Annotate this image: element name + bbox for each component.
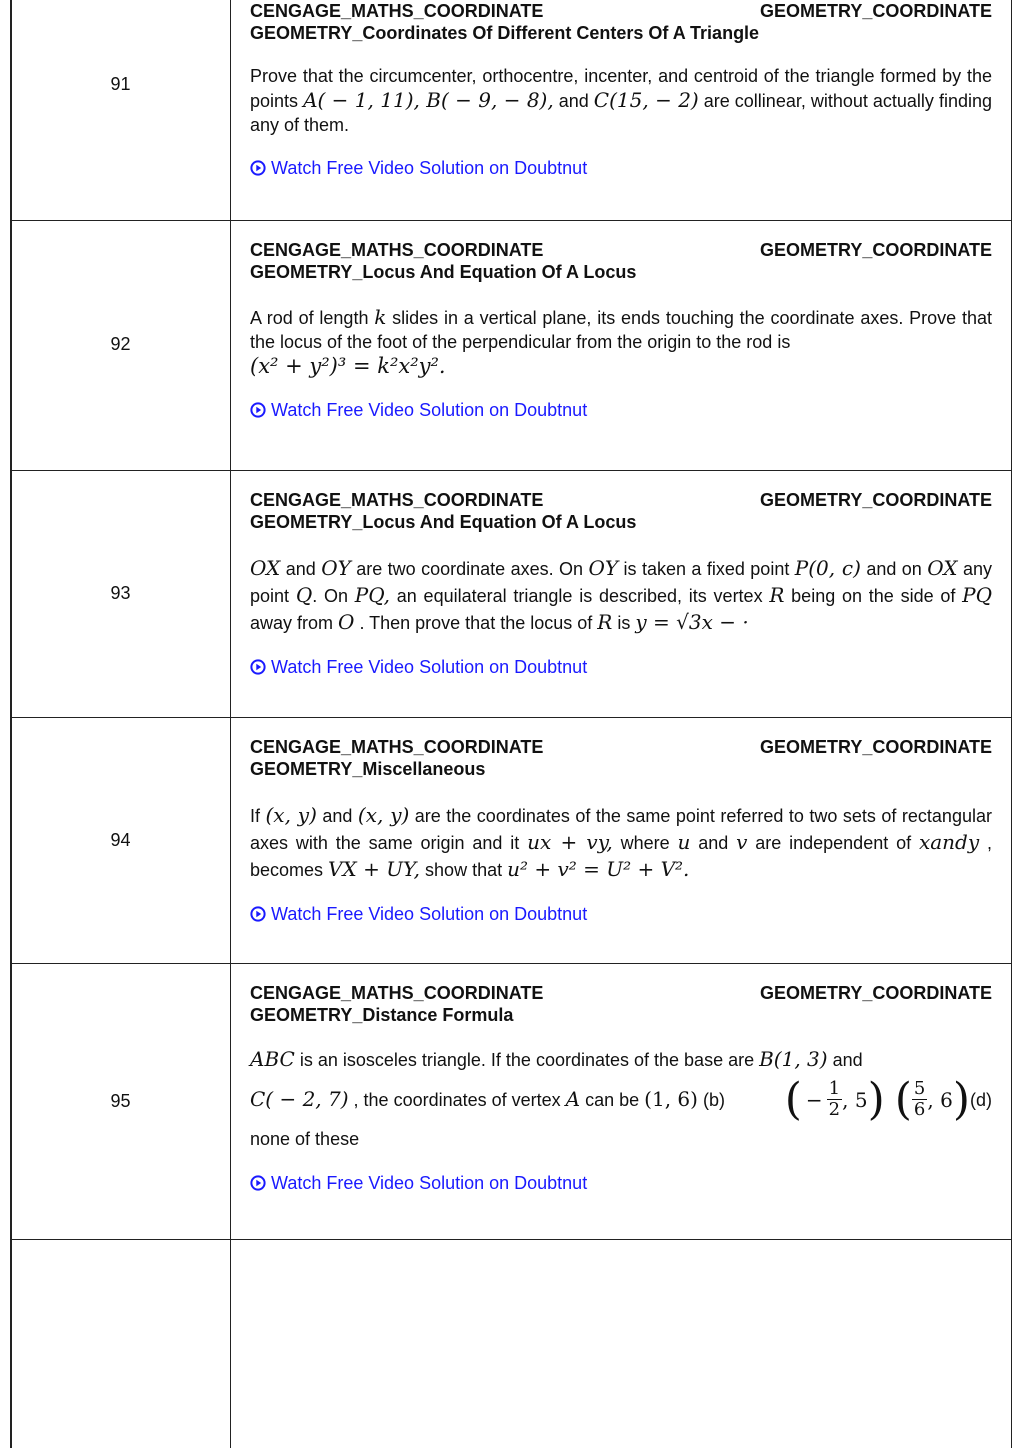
play-circle-icon xyxy=(250,906,266,922)
category-right: GEOMETRY_COORDINATE xyxy=(759,737,992,757)
fraction: $\frac{5}{6}$ xyxy=(913,1078,926,1120)
number-cell xyxy=(10,221,231,471)
category-right: GEOMETRY_COORDINATE xyxy=(759,490,992,510)
question-content xyxy=(250,239,992,421)
question-number: 91 xyxy=(110,74,131,94)
question-content xyxy=(250,736,992,925)
question-content xyxy=(250,982,992,1194)
number-cell xyxy=(10,718,231,964)
question-number: 92 xyxy=(110,334,131,354)
category-left: CENGAGE_MATHS_COORDINATE xyxy=(250,737,544,757)
number-cell xyxy=(10,0,231,221)
category-left: CENGAGE_MATHS_COORDINATE xyxy=(250,240,544,260)
category-topic: GEOMETRY_Coordinates Of Different Centers Of A Triangle xyxy=(250,23,760,43)
table-row xyxy=(10,964,1012,1240)
question-content xyxy=(250,0,992,179)
category-heading xyxy=(250,0,992,44)
category-topic: GEOMETRY_Distance Formula xyxy=(250,1005,514,1025)
question-number: 95 xyxy=(110,1091,131,1111)
question-content xyxy=(250,489,992,678)
question-text: If (x, y) and (x, y) are the coordinates of the same point referred to two sets of rectangular axes with the same origin and it ux + vy, where u and v are independent of xandy , becomes VX + UY, show that u² + v² = U² + V². xyxy=(250,803,992,881)
question-text: A rod of length k slides in a vertical plane, its ends touching the coordinate axes. Prove that the locus of the foot of the perpendicular from the origin to the rod is (x² + y²)³ = k²x²y². xyxy=(250,305,992,378)
category-left: CENGAGE_MATHS_COORDINATE xyxy=(250,490,544,510)
table-row xyxy=(10,471,1012,718)
category-right: GEOMETRY_COORDINATE xyxy=(759,983,992,1003)
table-row xyxy=(10,0,1012,221)
number-cell xyxy=(10,1240,231,1448)
table-row xyxy=(10,718,1012,964)
table-row xyxy=(10,221,1012,471)
category-topic: GEOMETRY_Locus And Equation Of A Locus xyxy=(250,262,637,282)
watch-video-link[interactable]: Watch Free Video Solution on Doubtnut xyxy=(250,157,992,179)
category-topic: GEOMETRY_Miscellaneous xyxy=(250,759,486,779)
number-cell xyxy=(10,964,231,1240)
question-text: OX and OY are two coordinate axes. On OY is taken a fixed point P(0, c) and on OX any point Q. On PQ, an equilateral triangle is described, its vertex R being on the side of PQ away from O . Then prove that the locus of R is y = √3x − · xyxy=(250,556,993,634)
fraction: $\frac{1}{2}$ xyxy=(828,1078,841,1120)
empty-row xyxy=(10,1240,1012,1448)
category-heading xyxy=(250,736,992,780)
question-number: 93 xyxy=(110,583,131,603)
question-number: 94 xyxy=(110,830,131,850)
category-right: GEOMETRY_COORDINATE xyxy=(759,240,992,260)
number-cell xyxy=(10,471,231,718)
watch-video-link[interactable]: Watch Free Video Solution on Doubtnut xyxy=(250,399,992,421)
play-circle-icon xyxy=(250,1175,266,1191)
category-heading xyxy=(250,982,992,1026)
question-text: Prove that the circumcenter, orthocentre, incenter, and centroid of the triangle formed by the points A( − 1, 11), B( − 9, − 8), and C(15, − 2) are collinear, without actually finding any of them. xyxy=(250,66,992,135)
category-heading xyxy=(250,489,992,533)
question-text: ABC is an isosceles triangle. If the coordinates of the base are B(1, 3) and C( − 2, 7) , the coordinates of vertex A can be (1, 6) (b) ( − $\frac{1}{2}$ , 5 ) ( $\frac{5}{6}$ , 6 ) (d) none of these xyxy=(250,1047,992,1149)
watch-video-link[interactable]: Watch Free Video Solution on Doubtnut xyxy=(250,1172,992,1194)
category-heading xyxy=(250,239,992,283)
category-topic: GEOMETRY_Locus And Equation Of A Locus xyxy=(250,512,637,532)
category-left: CENGAGE_MATHS_COORDINATE xyxy=(250,1,544,21)
play-circle-icon xyxy=(250,659,266,675)
watch-video-link[interactable]: Watch Free Video Solution on Doubtnut xyxy=(250,903,992,925)
watch-video-link[interactable]: Watch Free Video Solution on Doubtnut xyxy=(250,656,992,678)
play-circle-icon xyxy=(250,160,266,176)
play-circle-icon xyxy=(250,402,266,418)
category-right: GEOMETRY_COORDINATE xyxy=(759,1,992,21)
category-left: CENGAGE_MATHS_COORDINATE xyxy=(250,983,544,1003)
